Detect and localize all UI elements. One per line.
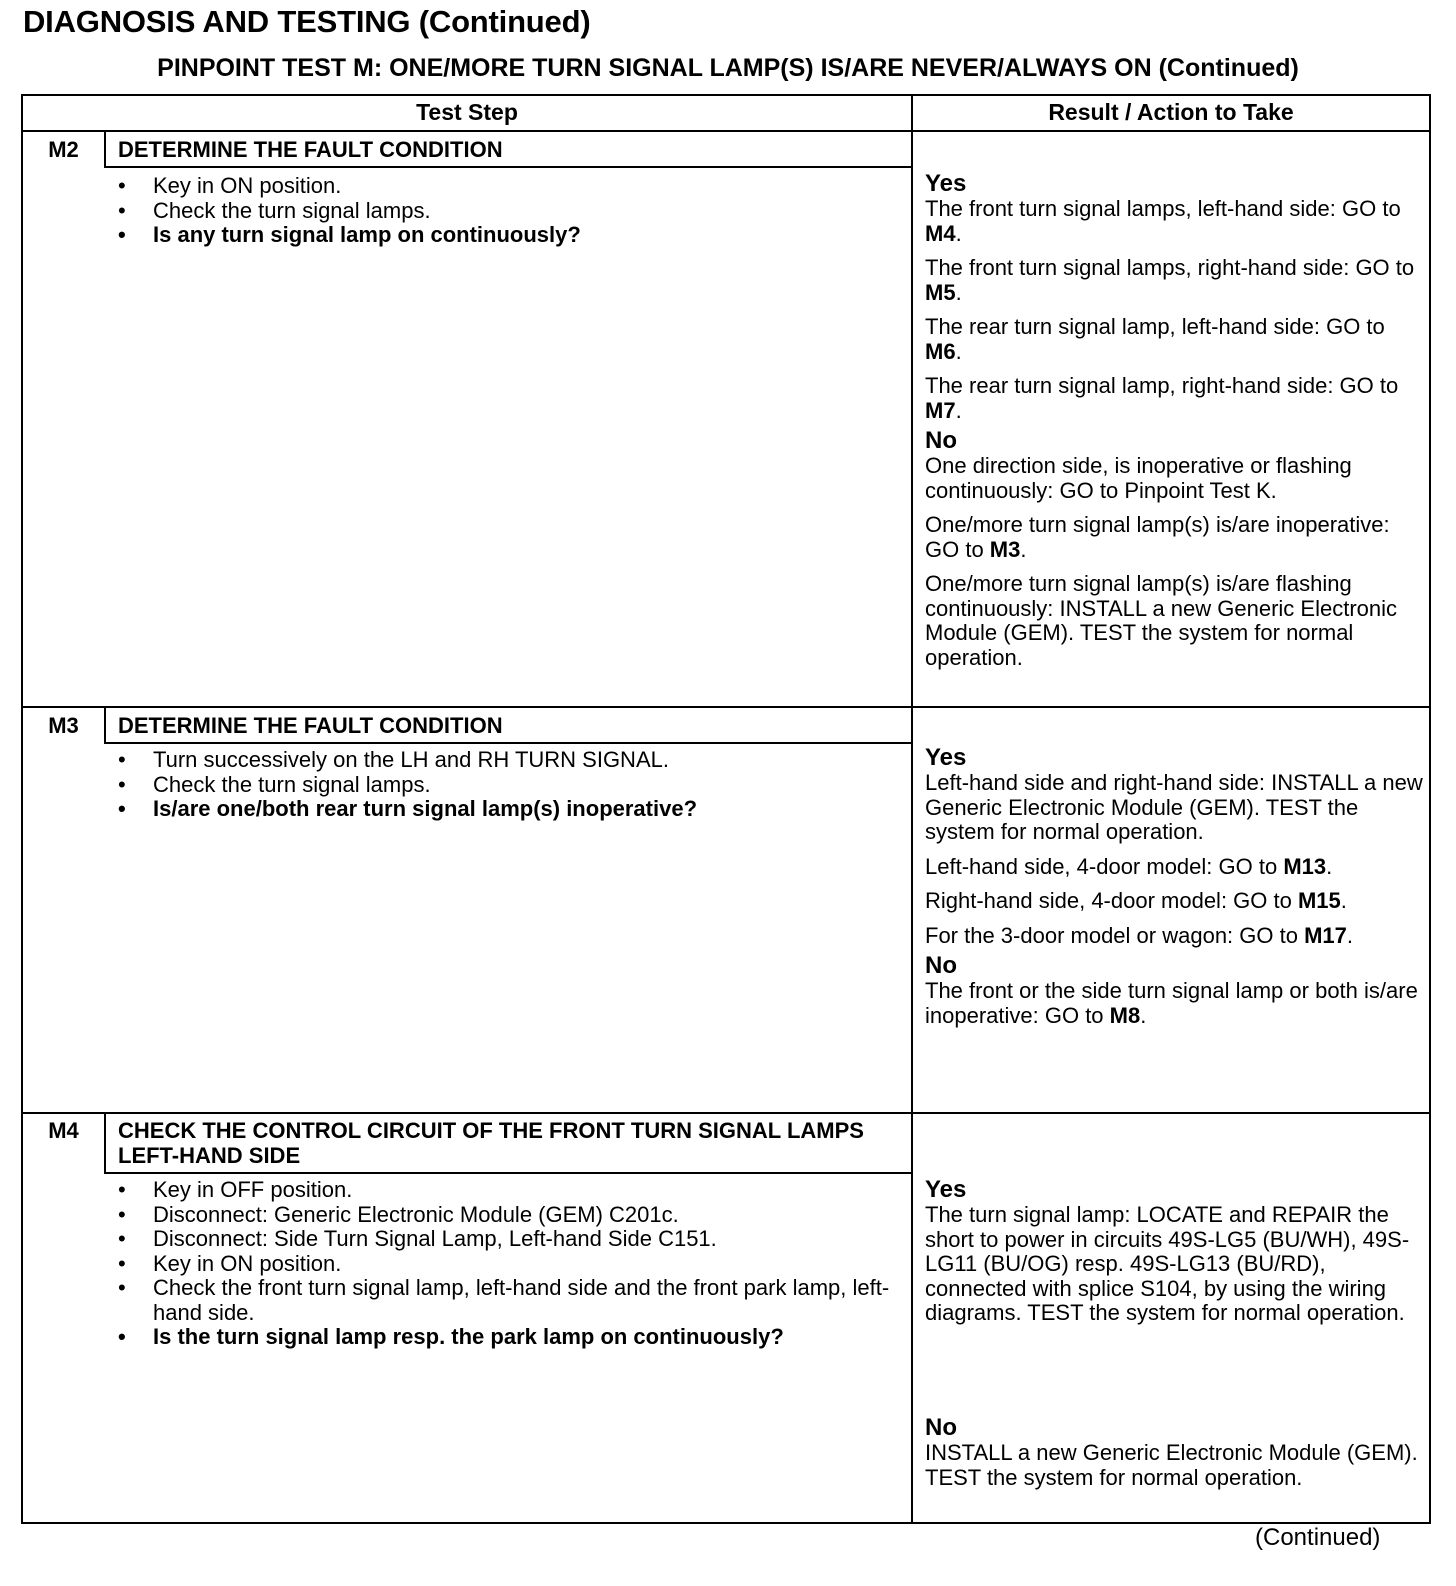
no-label: No (925, 1414, 957, 1441)
result-block (925, 744, 1425, 1038)
column-header-test-step: Test Step (416, 99, 518, 125)
action-item: • Check the turn signal lamps. (118, 199, 898, 224)
continued-note: (Continued) (1255, 1524, 1381, 1551)
step-title: CHECK THE CONTROL CIRCUIT OF THE FRONT TURN SIGNAL LAMPS LEFT-HAND SIDE (118, 1118, 864, 1168)
result-item: INSTALL a new Generic Electronic Module (GEM). TEST the system for normal operation. (925, 1440, 1418, 1490)
result-item: Left-hand side, 4-door model: GO to M13. (925, 853, 1333, 879)
step-title: DETERMINE THE FAULT CONDITION (118, 137, 503, 162)
result-block (925, 170, 1425, 680)
yes-label: Yes (925, 1176, 967, 1203)
pinpoint-test-table (21, 94, 1431, 1524)
action-item: • Disconnect: Side Turn Signal Lamp, Left-hand Side C151. (118, 1227, 898, 1252)
step-actions (118, 748, 898, 822)
m4-title-rule (104, 1172, 911, 1174)
action-item: • Key in OFF position. (118, 1178, 898, 1203)
column-divider (911, 96, 913, 1522)
no-label: No (925, 952, 957, 979)
step-id: M2 (48, 137, 79, 162)
action-item: • Key in ON position. (118, 1252, 898, 1277)
result-item: Left-hand side and right-hand side: INSTALL a new Generic Electronic Module (GEM). TEST the system for normal operation. (925, 770, 1423, 844)
action-item: • Check the front turn signal lamp, left-hand side and the front park lamp, left-hand side. (118, 1276, 898, 1325)
action-item: • Check the turn signal lamps. (118, 773, 898, 798)
step-id: M3 (48, 713, 79, 738)
m2-end-rule (23, 706, 1429, 708)
result-item: The turn signal lamp: LOCATE and REPAIR the short to power in circuits 49S-LG5 (BU/WH), 49S-LG11 (BU/OG) resp. 49S-LG13 (BU/RD), connected with splice S104, by using the wiring diagrams. TEST the system for normal operation. (925, 1202, 1410, 1325)
step-actions (118, 1178, 898, 1350)
step-title: DETERMINE THE FAULT CONDITION (118, 713, 503, 738)
step-question: • Is the turn signal lamp resp. the park lamp on continuously? (118, 1325, 898, 1350)
step-question: • Is any turn signal lamp on continuously? (118, 223, 898, 248)
no-label: No (925, 427, 957, 454)
yes-label: Yes (925, 744, 967, 771)
id-divider-m2 (104, 132, 106, 166)
page-heading: DIAGNOSIS AND TESTING (Continued) (23, 4, 591, 39)
pinpoint-test-title: PINPOINT TEST M: ONE/MORE TURN SIGNAL LAMP(S) IS/ARE NEVER/ALWAYS ON (Continued) (157, 54, 1299, 82)
m3-end-rule (23, 1112, 1429, 1114)
action-item: • Turn successively on the LH and RH TURN SIGNAL. (118, 748, 898, 773)
id-divider-m3 (104, 708, 106, 742)
step-question: • Is/are one/both rear turn signal lamp(s) inoperative? (118, 797, 898, 822)
m2-title-rule (104, 166, 911, 168)
result-item: The front turn signal lamps, left-hand side: GO to M4. (925, 196, 1401, 246)
result-item: One direction side, is inoperative or flashing continuously: GO to Pinpoint Test K. (925, 453, 1352, 503)
result-item: Right-hand side, 4-door model: GO to M15. (925, 888, 1347, 913)
result-item: The front turn signal lamps, right-hand side: GO to M5. (925, 255, 1415, 305)
id-divider-m4 (104, 1114, 106, 1172)
column-header-result: Result / Action to Take (1048, 99, 1294, 125)
action-item: • Key in ON position. (118, 174, 898, 199)
result-item: The rear turn signal lamp, right-hand side: GO to M7. (925, 373, 1399, 423)
result-item: For the 3-door model or wagon: GO to M17. (925, 922, 1353, 948)
m3-title-rule (104, 742, 911, 744)
step-actions (118, 174, 898, 248)
result-block (925, 1414, 1425, 1500)
result-item: The rear turn signal lamp, left-hand side: GO to M6. (925, 314, 1385, 364)
step-id: M4 (48, 1118, 79, 1143)
result-item: One/more turn signal lamp(s) is/are inoperative: GO to M3. (925, 512, 1390, 562)
result-block (925, 1176, 1425, 1336)
yes-label: Yes (925, 170, 967, 197)
result-item: One/more turn signal lamp(s) is/are flashing continuously: INSTALL a new Generic Electronic Module (GEM). TEST the system for normal operation. (925, 571, 1398, 670)
action-item: • Disconnect: Generic Electronic Module (GEM) C201c. (118, 1203, 898, 1228)
result-item: The front or the side turn signal lamp or both is/are inoperative: GO to M8. (925, 978, 1418, 1028)
header-rule (23, 130, 1429, 132)
